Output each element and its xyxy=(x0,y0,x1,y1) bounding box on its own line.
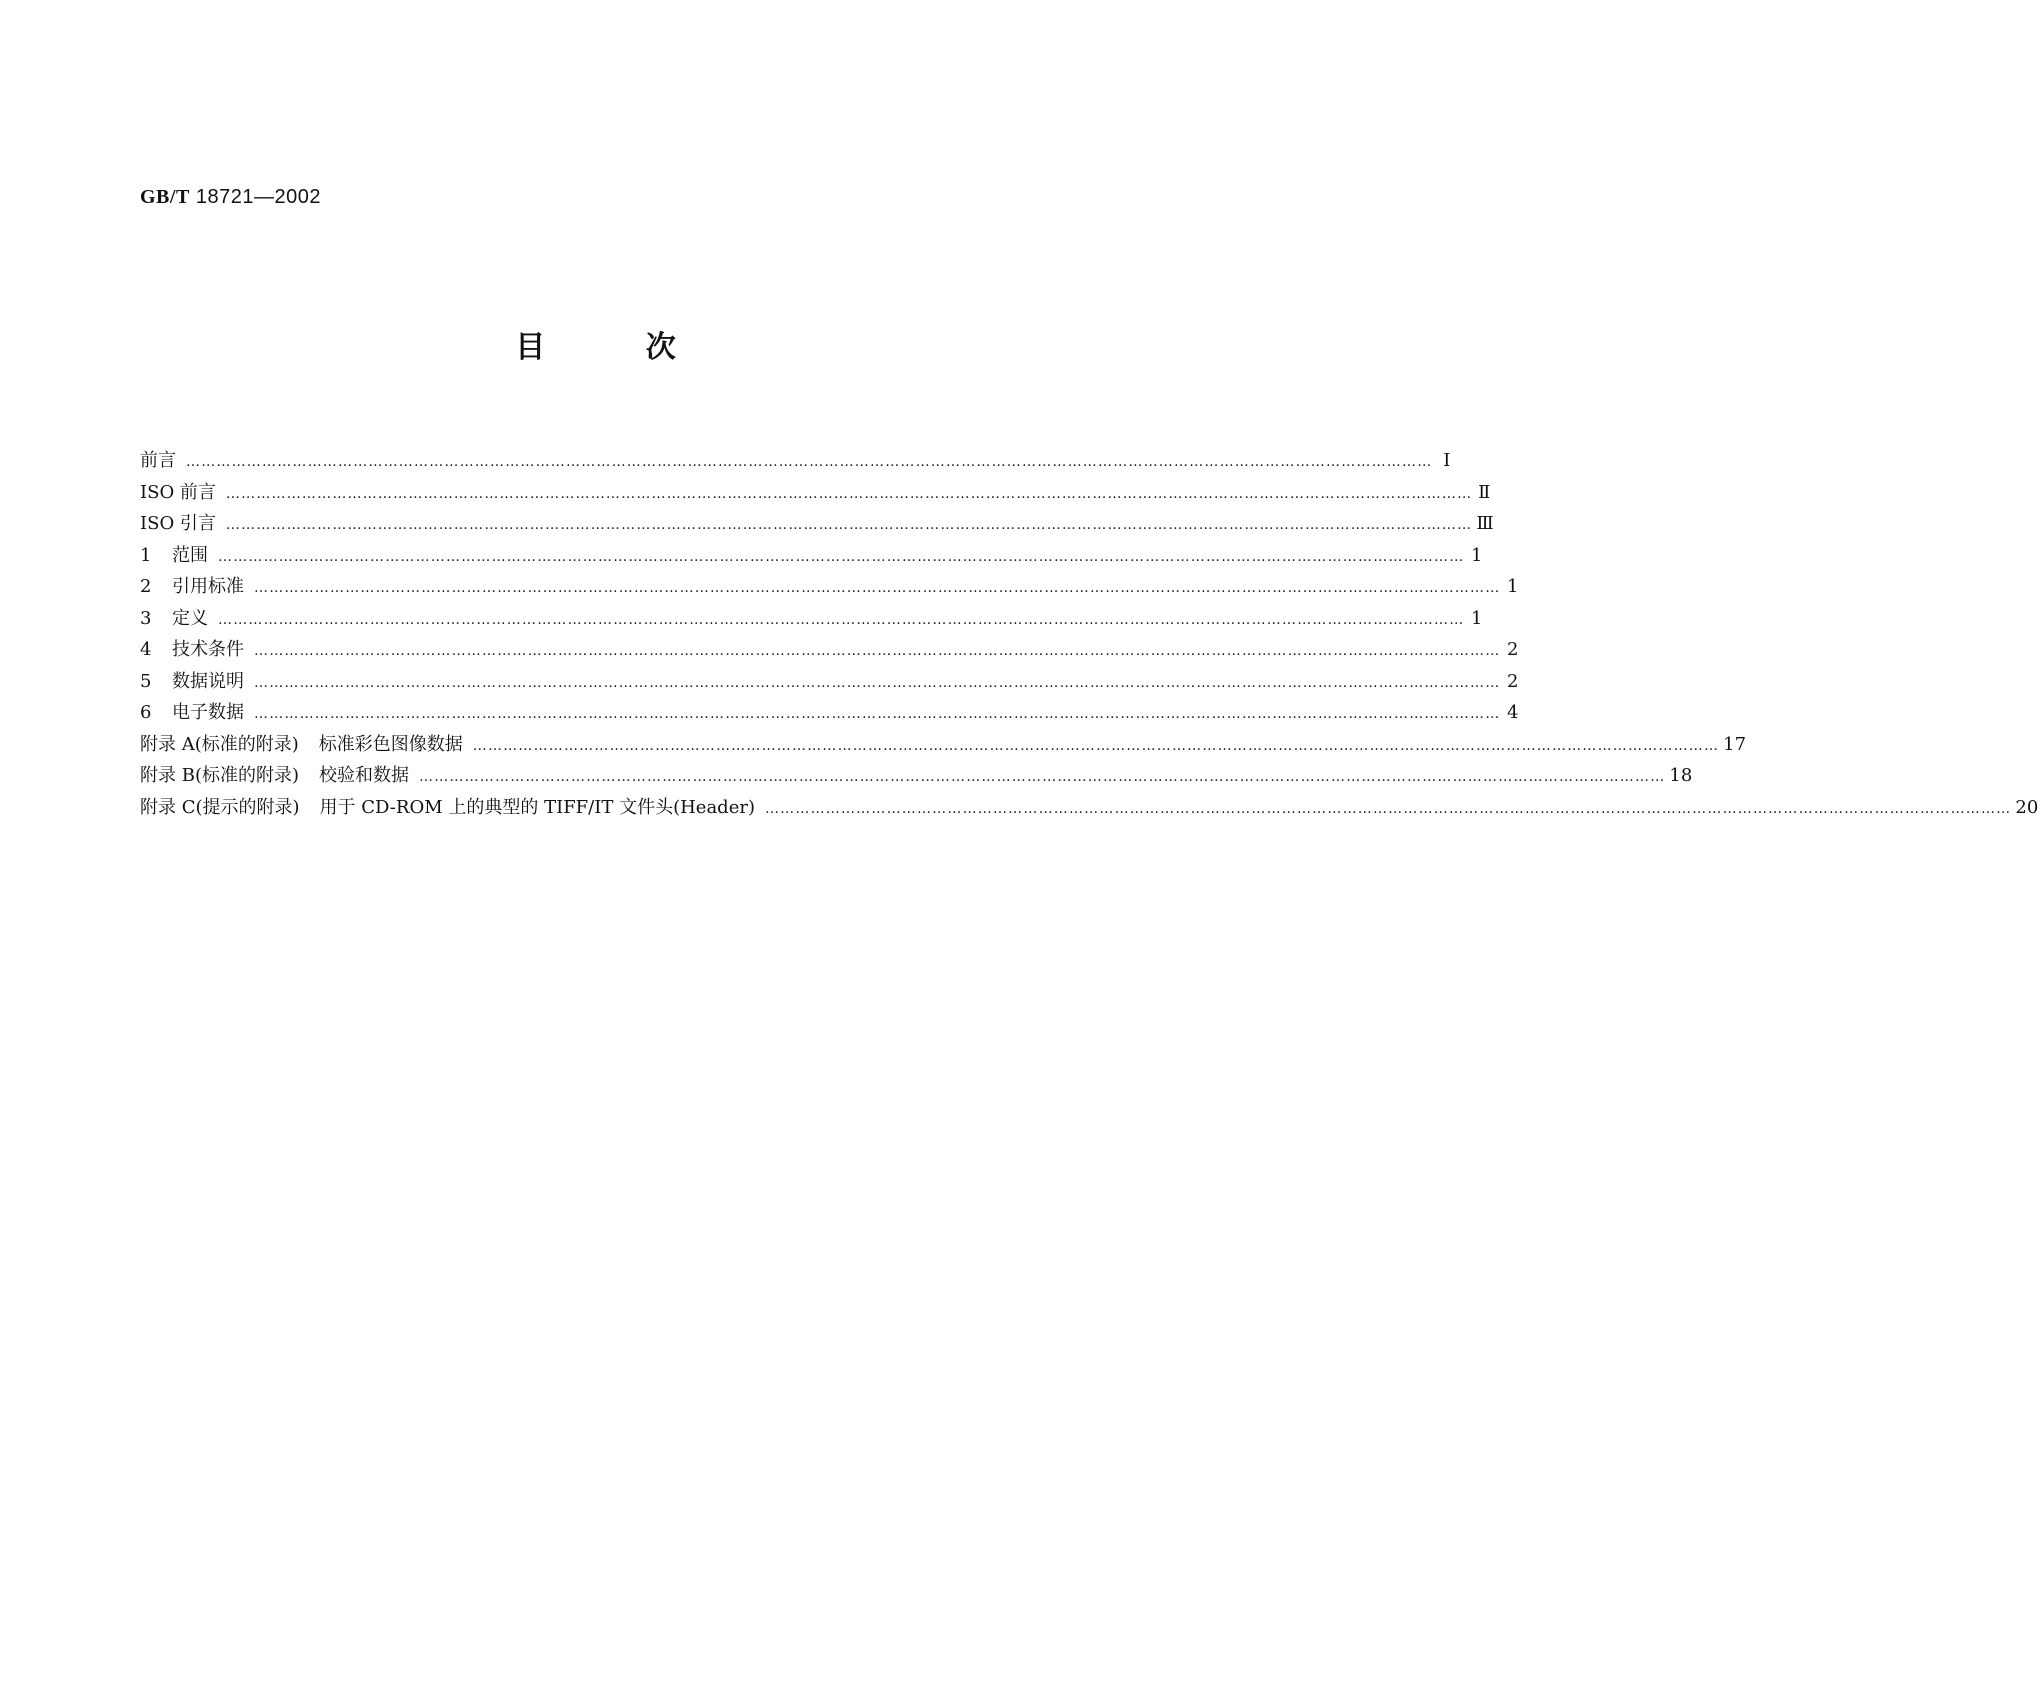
toc-entry-number: 5 xyxy=(140,670,152,692)
toc-entry-number: 2 xyxy=(140,576,152,597)
toc-dot-leader: ………………………………………………………………………………………………………………………………………………………………………………………………………………………… xyxy=(254,643,1501,659)
standard-code xyxy=(140,186,321,209)
toc-entry-number: 1 xyxy=(140,544,152,566)
toc-entry[interactable] xyxy=(140,509,1494,541)
toc-entry-label: 引用标准 xyxy=(172,576,244,597)
toc-dot-leader: ………………………………………………………………………………………………………………………………………………………………………………………………………………………… xyxy=(225,485,1473,502)
toc-dot-leader: ………………………………………………………………………………………………………………………………………………………………………………………………………………………… xyxy=(254,706,1501,722)
table-of-contents xyxy=(140,446,2038,824)
toc-dot-leader: ………………………………………………………………………………………………………………………………………………………………………………………………………………………… xyxy=(764,800,2012,817)
toc-entry-label: 范围 xyxy=(172,544,208,566)
toc-page-number: Ⅰ xyxy=(1443,450,1451,471)
toc-dot-leader: ………………………………………………………………………………………………………………………………………………………………………………………………………………………… xyxy=(218,611,1465,628)
toc-dot-leader: ………………………………………………………………………………………………………………………………………………………………………………………………………………………… xyxy=(419,769,1666,785)
toc-entry-label: ISO 前言 xyxy=(140,481,216,503)
toc-entry[interactable] xyxy=(140,793,2038,825)
toc-page-number: 20 xyxy=(2015,796,2038,818)
toc-entry-title: 校验和数据 xyxy=(319,765,409,786)
toc-entry[interactable] xyxy=(140,667,1519,699)
toc-entry-title: 标准彩色图像数据 xyxy=(318,733,463,755)
toc-entry-label-group xyxy=(140,509,216,535)
toc-entry[interactable] xyxy=(140,698,1519,730)
toc-entry[interactable] xyxy=(140,446,1451,478)
toc-page-number: 4 xyxy=(1506,702,1519,723)
toc-entry-label-group xyxy=(140,730,463,756)
toc-entry-label: 前言 xyxy=(140,450,176,471)
toc-entry-label-group xyxy=(140,667,244,693)
title-char-2: 次 xyxy=(645,330,676,365)
toc-dot-leader: ………………………………………………………………………………………………………………………………………………………………………………………………………………………… xyxy=(472,737,1720,754)
toc-entry[interactable] xyxy=(140,730,1747,762)
toc-entry-label-group xyxy=(140,478,216,504)
toc-entry-label: 数据说明 xyxy=(172,670,244,692)
toc-entry[interactable] xyxy=(140,541,1483,573)
standard-prefix: GB/T xyxy=(140,186,190,208)
toc-entry-label: ISO 引言 xyxy=(140,513,216,534)
toc-entry-label: 电子数据 xyxy=(172,702,244,723)
toc-entry-label: 定义 xyxy=(172,607,208,629)
toc-entry-label-group xyxy=(140,635,244,661)
toc-entry-number: 6 xyxy=(140,702,152,723)
toc-entry-label-group xyxy=(140,761,409,787)
toc-entry-label-group xyxy=(140,698,244,724)
toc-page-number: 1 xyxy=(1470,607,1483,629)
toc-entry-label-group xyxy=(140,793,755,819)
toc-dot-leader: ………………………………………………………………………………………………………………………………………………………………………………………………………………………… xyxy=(218,548,1465,565)
standard-number: 18721—2002 xyxy=(195,186,321,208)
toc-dot-leader: ………………………………………………………………………………………………………………………………………………………………………………………………………………………… xyxy=(254,580,1501,596)
toc-dot-leader: ………………………………………………………………………………………………………………………………………………………………………………………………………………………… xyxy=(254,674,1501,691)
toc-entry-number: 3 xyxy=(140,607,152,629)
toc-page-number: 17 xyxy=(1723,733,1747,755)
toc-entry[interactable] xyxy=(140,761,1693,793)
toc-page-number: 18 xyxy=(1669,765,1693,786)
toc-entry-label-group xyxy=(140,572,244,598)
toc-page-number: 1 xyxy=(1506,576,1519,597)
toc-dot-leader: ………………………………………………………………………………………………………………………………………………………………………………………………………………………… xyxy=(225,517,1473,533)
toc-page-number: 2 xyxy=(1506,670,1519,692)
toc-entry[interactable] xyxy=(140,478,1491,510)
toc-page-number: 2 xyxy=(1506,639,1519,660)
toc-entry-number: 4 xyxy=(140,639,152,660)
toc-entry-label-group xyxy=(140,541,208,567)
toc-entry-title: 用于 CD-ROM 上的典型的 TIFF/IT 文件头(Header) xyxy=(319,796,755,818)
toc-entry-label: 附录 B(标准的附录) xyxy=(140,765,299,786)
toc-dot-leader: ………………………………………………………………………………………………………………………………………………………………………………………………………………………… xyxy=(186,454,1433,470)
toc-entry-label-group xyxy=(140,446,176,472)
page-title xyxy=(0,322,1191,366)
toc-entry[interactable] xyxy=(140,635,1519,667)
toc-page-number: Ⅱ xyxy=(1478,481,1491,503)
toc-entry-label: 技术条件 xyxy=(172,639,244,660)
toc-entry[interactable] xyxy=(140,572,1519,604)
toc-entry-label: 附录 C(提示的附录) xyxy=(140,796,300,818)
toc-entry[interactable] xyxy=(140,604,1483,636)
toc-page-number: Ⅲ xyxy=(1476,513,1494,534)
title-char-1: 目 xyxy=(515,330,546,365)
toc-entry-label: 附录 A(标准的附录) xyxy=(140,733,299,755)
toc-entry-label-group xyxy=(140,604,208,630)
toc-page-number: 1 xyxy=(1470,544,1483,566)
